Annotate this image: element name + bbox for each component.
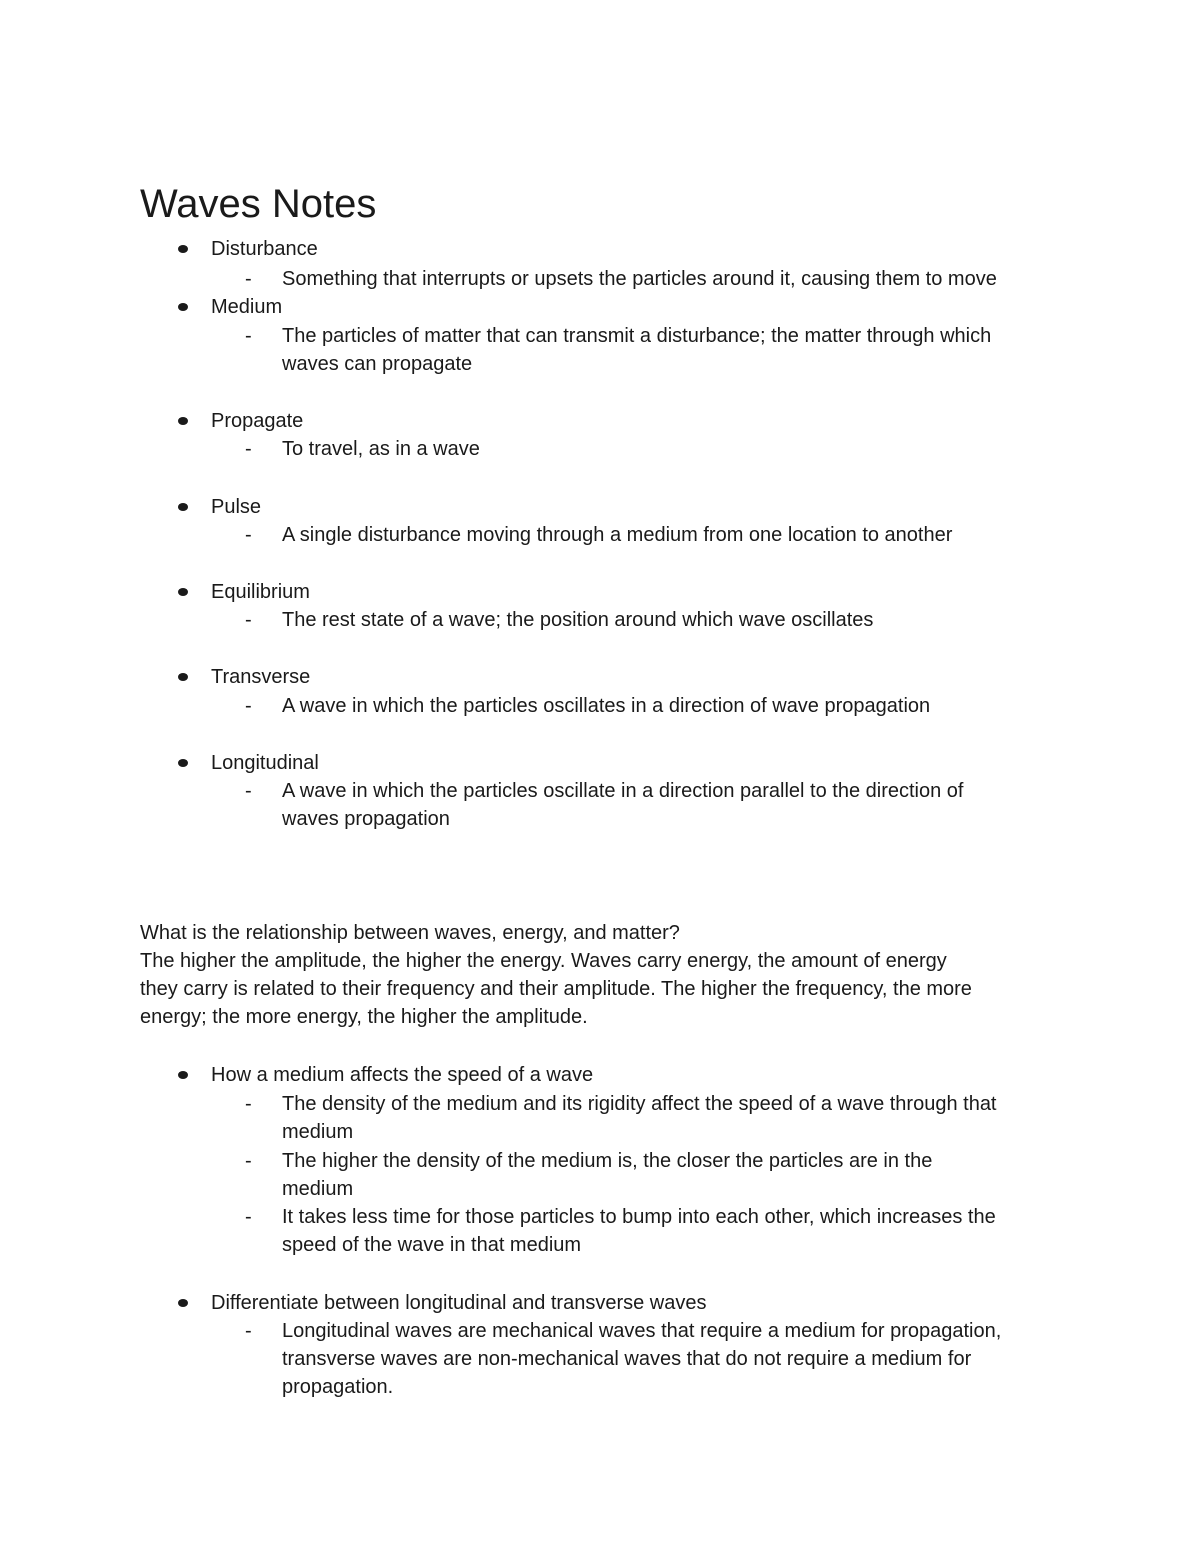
bullet-icon: [178, 303, 188, 311]
definition-longitudinal-line-2: waves propagation: [282, 808, 450, 830]
topic-2-point-1-line-3: propagation.: [282, 1376, 394, 1398]
definition-longitudinal-line-1: A wave in which the particles oscillate in a direction parallel to the direction of: [282, 780, 964, 802]
bullet-icon: [178, 1299, 188, 1307]
term-transverse: Transverse: [211, 666, 311, 688]
bullet-icon: [178, 673, 188, 681]
topic-1-point-1-line-1: The density of the medium and its rigidity affect the speed of a wave through that: [282, 1093, 997, 1115]
definition-equilibrium: The rest state of a wave; the position around which wave oscillates: [282, 609, 874, 631]
term-pulse: Pulse: [211, 496, 262, 518]
dash-icon: -: [245, 695, 252, 717]
topic-medium-speed-heading: How a medium affects the speed of a wave: [211, 1064, 594, 1086]
answer-line-1: The higher the amplitude, the higher the energy. Waves carry energy, the amount of energy: [140, 950, 947, 972]
definition-disturbance: Something that interrupts or upsets the particles around it, causing them to move: [282, 268, 997, 290]
topic-1-point-3-line-2: speed of the wave in that medium: [282, 1234, 582, 1256]
topic-1-point-1-line-2: medium: [282, 1121, 354, 1143]
dash-icon: -: [245, 1150, 252, 1172]
answer-line-3: energy; the more energy, the higher the amplitude.: [140, 1006, 588, 1028]
dash-icon: -: [245, 524, 252, 546]
definition-medium-line-1: The particles of matter that can transmit a disturbance; the matter through which: [282, 325, 992, 347]
topic-2-point-1-line-2: transverse waves are non-mechanical waves that do not require a medium for: [282, 1348, 972, 1370]
bullet-icon: [178, 417, 188, 425]
page-title: Waves Notes: [140, 182, 377, 226]
topic-1-point-2-line-1: The higher the density of the medium is, the closer the particles are in the: [282, 1150, 933, 1172]
dash-icon: -: [245, 268, 252, 290]
definition-transverse: A wave in which the particles oscillates in a direction of wave propagation: [282, 695, 931, 717]
answer-line-2: they carry is related to their frequency and their amplitude. The higher the frequency, the more: [140, 978, 972, 1000]
definition-propagate: To travel, as in a wave: [282, 438, 480, 460]
bullet-icon: [178, 1071, 188, 1079]
topic-1-point-2-line-2: medium: [282, 1178, 354, 1200]
question-heading: What is the relationship between waves, energy, and matter?: [140, 922, 680, 944]
dash-icon: -: [245, 609, 252, 631]
term-longitudinal: Longitudinal: [211, 752, 319, 774]
definition-pulse: A single disturbance moving through a medium from one location to another: [282, 524, 953, 546]
topic-1-point-3-line-1: It takes less time for those particles to bump into each other, which increases the: [282, 1206, 996, 1228]
dash-icon: -: [245, 1206, 252, 1228]
term-propagate: Propagate: [211, 410, 304, 432]
dash-icon: -: [245, 1093, 252, 1115]
topic-differentiate-heading: Differentiate between longitudinal and transverse waves: [211, 1292, 707, 1314]
term-disturbance: Disturbance: [211, 238, 318, 260]
term-equilibrium: Equilibrium: [211, 581, 310, 603]
dash-icon: -: [245, 438, 252, 460]
dash-icon: -: [245, 325, 252, 347]
dash-icon: -: [245, 1320, 252, 1342]
definition-medium-line-2: waves can propagate: [282, 353, 473, 375]
bullet-icon: [178, 588, 188, 596]
topic-2-point-1-line-1: Longitudinal waves are mechanical waves that require a medium for propagation,: [282, 1320, 1002, 1342]
bullet-icon: [178, 245, 188, 253]
bullet-icon: [178, 759, 188, 767]
dash-icon: -: [245, 780, 252, 802]
bullet-icon: [178, 503, 188, 511]
term-medium: Medium: [211, 296, 283, 318]
